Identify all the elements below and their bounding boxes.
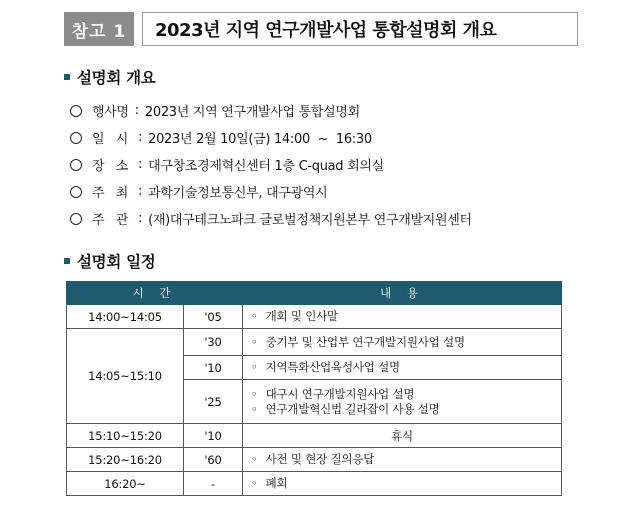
circle-bullet-icon: [70, 213, 82, 225]
circle-bullet-icon: [70, 186, 82, 198]
circle-bullet-icon: [70, 159, 82, 171]
page-header: [64, 12, 578, 46]
circle-bullet-icon: [70, 105, 82, 117]
time-cell: 15:20~16:20: [67, 448, 184, 472]
overview-item-venue: 장 소 : 대구창조경제혁신센터 1층 C-quad 회의실: [70, 151, 610, 178]
content-cell: ◦ 지역특화산업육성사업 설명: [243, 356, 562, 380]
reference-badge: 참고 1: [64, 12, 134, 46]
content-cell: ◦ 개회 및 인사말: [243, 305, 562, 329]
duration-cell: '60: [184, 448, 243, 472]
duration-cell: '25: [184, 380, 243, 424]
schedule-table: [66, 281, 562, 496]
duration-cell: '10: [184, 424, 243, 448]
table-row: [67, 329, 562, 356]
table-row: [67, 472, 562, 496]
overview-item-datetime: 일 시 : 2023년 2월 10일(금) 14:00 ~ 16:30: [70, 124, 610, 151]
overview-heading: 설명회 개요: [64, 66, 155, 88]
circle-bullet-icon: [70, 132, 82, 144]
overview-item-host: 주 최 : 과학기술정보통신부, 대구광역시: [70, 178, 610, 205]
time-cell: 14:05~15:10: [67, 329, 184, 424]
square-bullet-icon: [64, 258, 70, 264]
table-row: [67, 424, 562, 448]
table-header-row: [67, 282, 562, 305]
content-cell: ◦ 중기부 및 산업부 연구개발지원사업 설명: [243, 329, 562, 356]
time-cell: 16:20~: [67, 472, 184, 496]
time-cell: 15:10~15:20: [67, 424, 184, 448]
square-bullet-icon: [64, 74, 70, 80]
schedule-heading: 설명회 일정: [64, 250, 155, 272]
overview-item-organizer: 주 관 : (재)대구테크노파크 글로벌정책지원본부 연구개발지원센터: [70, 205, 610, 232]
content-cell: ◦ 대구시 연구개발지원사업 설명 ◦ 연구개발혁신법 길라잡이 사용 설명: [243, 380, 562, 424]
content-cell: ◦ 폐회: [243, 472, 562, 496]
table-row: [67, 305, 562, 329]
content-cell: ◦ 사전 및 현장 질의응답: [243, 448, 562, 472]
overview-item-name: 행사명 : 2023년 지역 연구개발사업 통합설명회: [70, 97, 610, 124]
column-header-content: 내 용: [243, 282, 562, 305]
duration-cell: '05: [184, 305, 243, 329]
page-title: 2023년 지역 연구개발사업 통합설명회 개요: [142, 12, 578, 46]
content-cell: 휴식: [243, 424, 562, 448]
duration-cell: '10: [184, 356, 243, 380]
time-cell: 14:00~14:05: [67, 305, 184, 329]
duration-cell: -: [184, 472, 243, 496]
overview-list: [70, 97, 610, 232]
table-row: [67, 448, 562, 472]
column-header-time: 시 간: [67, 282, 243, 305]
duration-cell: '30: [184, 329, 243, 356]
